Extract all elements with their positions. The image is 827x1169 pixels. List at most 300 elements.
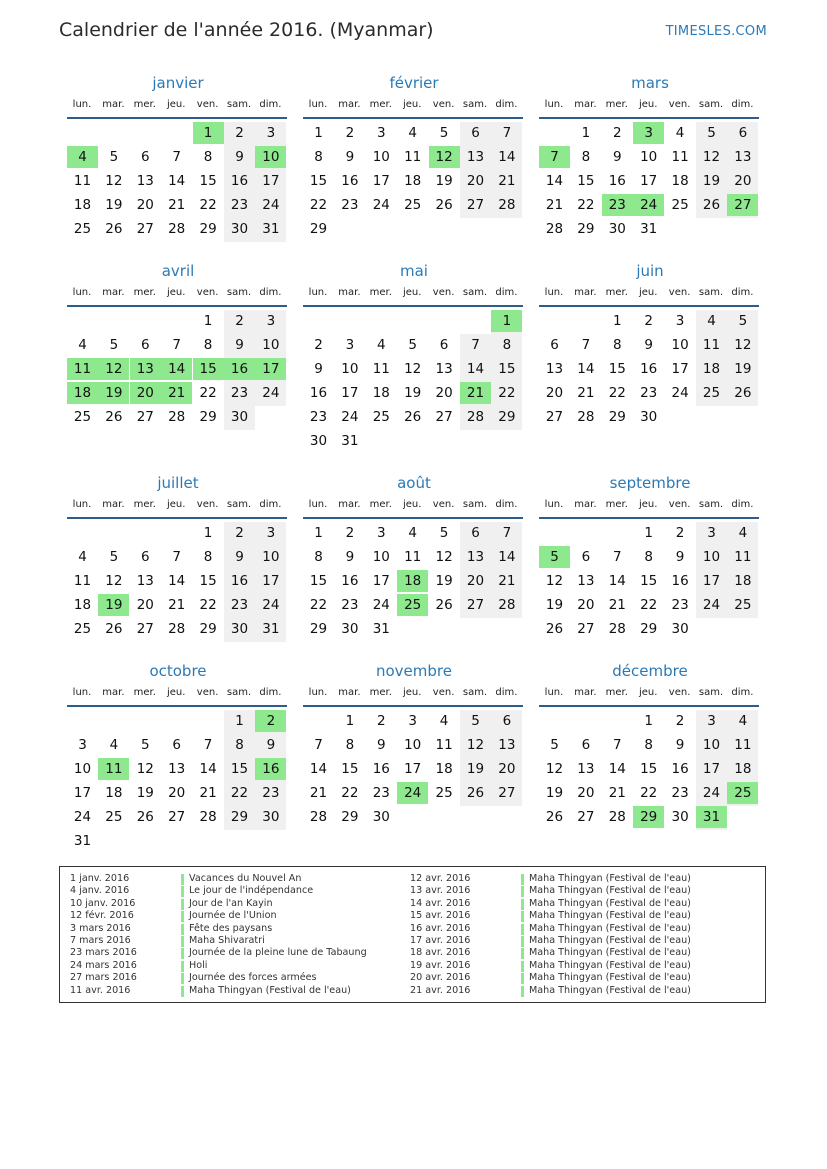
- day-cell: 27: [136, 221, 154, 237]
- day-cell: 8: [203, 149, 213, 165]
- day-cell: 19: [105, 197, 123, 213]
- day-cell: 22: [341, 785, 359, 801]
- day-cell: 4: [738, 525, 748, 541]
- day-cell: 17: [262, 173, 280, 189]
- weekday-label: sam.: [226, 499, 252, 510]
- header-rule: [67, 117, 287, 119]
- day-cell: 28: [168, 621, 186, 637]
- legend-holiday-name: Maha Thingyan (Festival de l'eau): [529, 873, 691, 884]
- day-cell: 5: [707, 125, 716, 141]
- day-cell: 31: [640, 221, 658, 237]
- legend-date: 16 avr. 2016: [410, 922, 471, 934]
- day-cell: 25: [702, 385, 721, 401]
- weekday-header: [303, 499, 525, 513]
- day-cell: 22: [309, 197, 328, 213]
- day-cell: 29: [199, 221, 217, 237]
- day-cell: 26: [105, 621, 123, 637]
- day-cell: 11: [73, 173, 92, 189]
- day-cell: 18: [702, 361, 721, 377]
- header-rule: [539, 305, 759, 307]
- day-cell: 14: [608, 761, 626, 777]
- day-cell: 25: [73, 621, 92, 637]
- day-cell: 25: [372, 409, 390, 425]
- day-cell: 13: [498, 737, 516, 753]
- day-cell: 7: [502, 525, 512, 541]
- day-cell: 5: [109, 337, 119, 353]
- weekday-label: jeu.: [402, 687, 422, 698]
- weekday-label: jeu.: [166, 287, 186, 298]
- holiday-day-cell: 5: [539, 546, 570, 568]
- day-cell: 7: [581, 337, 591, 353]
- weekday-label: dim.: [495, 287, 518, 298]
- day-cell: 25: [671, 197, 689, 213]
- day-cell: 8: [502, 337, 512, 353]
- weekday-label: ven.: [668, 287, 691, 298]
- day-cell: 20: [466, 573, 485, 589]
- day-cell: 21: [309, 785, 328, 801]
- day-cell: 18: [372, 385, 390, 401]
- month-name: mai: [400, 262, 428, 280]
- day-cell: 15: [309, 173, 328, 189]
- month-name: janvier: [152, 74, 204, 92]
- legend-holiday-name: Maha Thingyan (Festival de l'eau): [529, 934, 691, 946]
- weekday-label: sam.: [698, 687, 724, 698]
- day-cell: 24: [372, 197, 390, 213]
- holiday-day-cell: 1: [491, 310, 522, 332]
- weekday-label: sam.: [226, 687, 252, 698]
- holiday-legend: [59, 866, 766, 1003]
- month-name: octobre: [149, 662, 207, 680]
- day-cell: 21: [168, 597, 186, 613]
- legend-holiday-name: Fête des paysans: [189, 922, 273, 934]
- day-cell: 23: [262, 785, 280, 801]
- holiday-color-swatch: [181, 948, 184, 959]
- day-cell: 9: [266, 737, 276, 753]
- day-cell: 18: [73, 597, 92, 613]
- holiday-day-cell: 7: [539, 146, 570, 168]
- day-cell: 13: [577, 573, 595, 589]
- day-cell: 19: [435, 173, 453, 189]
- weekday-label: dim.: [495, 687, 518, 698]
- day-cell: 5: [408, 337, 417, 353]
- day-cell: 6: [502, 713, 512, 729]
- day-cell: 6: [172, 737, 181, 753]
- day-cell: 28: [309, 809, 328, 825]
- day-cell: 16: [608, 173, 626, 189]
- holiday-day-cell: 17: [255, 358, 286, 380]
- weekday-label: ven.: [432, 287, 455, 298]
- month-name: décembre: [612, 662, 688, 680]
- day-cell: 7: [471, 337, 480, 353]
- day-cell: 22: [309, 597, 328, 613]
- weekday-label: ven.: [668, 99, 691, 110]
- day-cell: 27: [577, 809, 595, 825]
- weekday-label: dim.: [731, 499, 754, 510]
- day-cell: 14: [577, 361, 595, 377]
- day-cell: 30: [262, 809, 280, 825]
- legend-holiday-name: Holi: [189, 959, 208, 971]
- day-cell: 26: [435, 597, 453, 613]
- day-cell: 25: [105, 809, 123, 825]
- day-cell: 2: [314, 337, 323, 353]
- day-cell: 18: [105, 785, 123, 801]
- day-cell: 15: [498, 361, 516, 377]
- day-cell: 26: [105, 221, 123, 237]
- day-cell: 1: [581, 125, 591, 141]
- weekday-header: [67, 99, 289, 113]
- day-cell: 24: [702, 597, 721, 613]
- header-rule: [67, 305, 287, 307]
- legend-date: 3 mars 2016: [70, 922, 131, 934]
- day-cell: 2: [613, 125, 622, 141]
- holiday-color-swatch: [181, 961, 184, 972]
- legend-holiday-name: Maha Thingyan (Festival de l'eau): [529, 972, 691, 984]
- day-cell: 10: [702, 549, 721, 565]
- day-cell: 21: [608, 785, 626, 801]
- day-cell: 3: [266, 125, 276, 141]
- weekday-label: lun.: [544, 499, 564, 510]
- weekday-label: mer.: [369, 99, 392, 110]
- legend-date: 21 avr. 2016: [410, 984, 471, 996]
- day-cell: 18: [404, 173, 422, 189]
- day-cell: 12: [545, 573, 564, 589]
- day-cell: 19: [466, 761, 485, 777]
- day-cell: 7: [172, 337, 181, 353]
- weekday-label: lun.: [308, 499, 328, 510]
- day-cell: 19: [136, 785, 154, 801]
- day-cell: 4: [408, 525, 417, 541]
- day-cell: 22: [199, 385, 217, 401]
- day-cell: 2: [235, 525, 244, 541]
- weekday-label: mer.: [605, 99, 628, 110]
- month-name: septembre: [609, 474, 691, 492]
- day-cell: 15: [341, 761, 359, 777]
- day-cell: 4: [78, 337, 87, 353]
- day-cell: 20: [466, 173, 485, 189]
- day-cell: 16: [671, 573, 689, 589]
- day-cell: 14: [168, 173, 186, 189]
- day-cell: 17: [372, 173, 390, 189]
- day-cell: 27: [466, 197, 485, 213]
- day-cell: 31: [341, 433, 359, 449]
- holiday-day-cell: 20: [130, 382, 161, 404]
- day-cell: 29: [230, 809, 249, 825]
- legend-holiday-name: Maha Thingyan (Festival de l'eau): [529, 959, 691, 971]
- legend-holiday-name: Vacances du Nouvel An: [189, 873, 302, 884]
- weekday-label: mer.: [605, 687, 628, 698]
- weekday-label: dim.: [495, 499, 518, 510]
- day-cell: 17: [73, 785, 92, 801]
- weekday-label: jeu.: [638, 99, 658, 110]
- legend-holiday-name: Maha Thingyan (Festival de l'eau): [529, 947, 691, 959]
- day-cell: 22: [230, 785, 249, 801]
- legend-date: 12 févr. 2016: [70, 910, 134, 922]
- legend-date: 24 mars 2016: [70, 959, 137, 971]
- day-cell: 4: [738, 713, 748, 729]
- day-cell: 24: [702, 785, 721, 801]
- day-cell: 9: [613, 149, 622, 165]
- weekday-label: jeu.: [402, 99, 422, 110]
- day-cell: 15: [230, 761, 249, 777]
- day-cell: 10: [372, 149, 390, 165]
- legend-holiday-name: Maha Thingyan (Festival de l'eau): [529, 984, 691, 996]
- day-cell: 27: [577, 621, 595, 637]
- weekday-label: lun.: [72, 499, 92, 510]
- day-cell: 7: [172, 149, 181, 165]
- weekday-label: ven.: [668, 687, 691, 698]
- weekday-label: sam.: [462, 99, 488, 110]
- day-cell: 2: [675, 713, 685, 729]
- day-cell: 8: [644, 549, 653, 565]
- day-cell: 15: [577, 173, 595, 189]
- day-cell: 4: [78, 549, 87, 565]
- legend-holiday-name: Maha Thingyan (Festival de l'eau): [529, 922, 691, 934]
- day-cell: 7: [613, 549, 622, 565]
- day-cell: 22: [498, 385, 516, 401]
- day-cell: 11: [404, 149, 422, 165]
- day-cell: 5: [109, 549, 119, 565]
- day-cell: 17: [372, 573, 390, 589]
- holiday-day-cell: 18: [67, 382, 98, 404]
- day-cell: 30: [309, 433, 328, 449]
- day-cell: 29: [640, 621, 658, 637]
- day-cell: 11: [734, 549, 752, 565]
- legend-holiday-name: Journée de la pleine lune de Tabaung: [189, 947, 367, 959]
- day-cell: 6: [581, 549, 591, 565]
- weekday-label: dim.: [495, 99, 518, 110]
- day-cell: 26: [702, 197, 721, 213]
- holiday-day-cell: 31: [696, 806, 727, 828]
- day-cell: 6: [471, 125, 480, 141]
- legend-date: 18 avr. 2016: [410, 947, 471, 959]
- header-rule: [539, 705, 759, 707]
- day-cell: 13: [545, 361, 564, 377]
- day-cell: 13: [435, 361, 453, 377]
- day-cell: 19: [734, 361, 752, 377]
- day-cell: 7: [203, 737, 213, 753]
- day-cell: 13: [136, 573, 154, 589]
- weekday-header: [539, 287, 761, 301]
- day-cell: 9: [235, 337, 244, 353]
- holiday-day-cell: 23: [602, 194, 633, 216]
- day-cell: 13: [466, 149, 485, 165]
- weekday-label: mar.: [102, 499, 125, 510]
- weekday-header: [67, 287, 289, 301]
- day-cell: 14: [498, 549, 516, 565]
- day-cell: 23: [230, 597, 249, 613]
- day-cell: 22: [199, 597, 217, 613]
- day-cell: 16: [341, 573, 359, 589]
- day-cell: 10: [262, 337, 280, 353]
- day-cell: 27: [136, 621, 154, 637]
- weekday-label: jeu.: [638, 499, 658, 510]
- weekday-label: jeu.: [166, 687, 186, 698]
- weekday-label: dim.: [259, 499, 282, 510]
- weekday-label: mar.: [574, 687, 597, 698]
- day-cell: 24: [671, 385, 689, 401]
- day-cell: 12: [734, 337, 752, 353]
- weekday-label: mar.: [102, 687, 125, 698]
- day-cell: 28: [577, 409, 595, 425]
- day-cell: 16: [341, 173, 359, 189]
- day-cell: 2: [345, 525, 355, 541]
- weekday-header: [303, 687, 525, 701]
- legend-date: 27 mars 2016: [70, 972, 137, 984]
- day-cell: 20: [577, 597, 595, 613]
- site-logo-link[interactable]: TIMESLES.COM: [665, 24, 767, 39]
- day-cell: 30: [640, 409, 658, 425]
- day-cell: 22: [199, 197, 217, 213]
- weekday-label: ven.: [196, 99, 219, 110]
- legend-date: 14 avr. 2016: [410, 897, 471, 909]
- day-cell: 29: [199, 621, 217, 637]
- weekday-label: mar.: [574, 499, 597, 510]
- day-cell: 13: [136, 173, 154, 189]
- day-cell: 9: [345, 549, 355, 565]
- weekday-header: [303, 287, 525, 301]
- weekday-label: mar.: [338, 287, 361, 298]
- weekday-label: dim.: [731, 99, 754, 110]
- weekday-label: ven.: [196, 287, 219, 298]
- day-cell: 19: [545, 785, 564, 801]
- day-cell: 31: [372, 621, 390, 637]
- day-cell: 30: [230, 221, 249, 237]
- weekday-label: sam.: [462, 499, 488, 510]
- holiday-day-cell: 19: [98, 594, 129, 616]
- day-cell: 12: [435, 549, 453, 565]
- day-cell: 10: [640, 149, 658, 165]
- day-cell: 20: [136, 597, 154, 613]
- day-cell: 23: [671, 597, 689, 613]
- holiday-day-cell: 1: [193, 122, 224, 144]
- day-cell: 2: [377, 713, 386, 729]
- holiday-day-cell: 29: [633, 806, 664, 828]
- day-cell: 27: [136, 409, 154, 425]
- weekday-label: jeu.: [402, 499, 422, 510]
- day-cell: 1: [345, 713, 355, 729]
- day-cell: 13: [466, 549, 485, 565]
- page-title: Calendrier de l'année 2016. (Myanmar): [59, 19, 434, 41]
- day-cell: 20: [734, 173, 752, 189]
- day-cell: 4: [675, 125, 685, 141]
- weekday-label: mer.: [369, 287, 392, 298]
- holiday-day-cell: 16: [255, 758, 286, 780]
- weekday-label: mer.: [605, 287, 628, 298]
- day-cell: 1: [314, 525, 323, 541]
- day-cell: 5: [471, 713, 480, 729]
- holiday-day-cell: 12: [429, 146, 460, 168]
- day-cell: 25: [435, 785, 453, 801]
- day-cell: 7: [172, 549, 181, 565]
- month-name: février: [389, 74, 439, 92]
- weekday-label: mer.: [369, 499, 392, 510]
- weekday-label: lun.: [308, 99, 328, 110]
- day-cell: 2: [235, 313, 244, 329]
- day-cell: 29: [608, 409, 626, 425]
- day-cell: 14: [608, 573, 626, 589]
- day-cell: 9: [675, 737, 685, 753]
- day-cell: 18: [734, 573, 752, 589]
- weekday-label: mer.: [133, 687, 156, 698]
- day-cell: 16: [230, 573, 249, 589]
- day-cell: 12: [105, 573, 123, 589]
- day-cell: 6: [141, 549, 150, 565]
- day-cell: 1: [235, 713, 244, 729]
- day-cell: 23: [341, 197, 359, 213]
- day-cell: 11: [671, 149, 689, 165]
- legend-date: 7 mars 2016: [70, 934, 131, 946]
- day-cell: 9: [644, 337, 653, 353]
- weekday-label: dim.: [259, 287, 282, 298]
- legend-date: 12 avr. 2016: [410, 873, 471, 884]
- holiday-color-swatch: [181, 986, 184, 997]
- month-name: mars: [631, 74, 669, 92]
- holiday-color-swatch: [181, 874, 184, 885]
- day-cell: 12: [404, 361, 422, 377]
- day-cell: 1: [644, 713, 653, 729]
- day-cell: 12: [466, 737, 485, 753]
- day-cell: 25: [73, 221, 92, 237]
- holiday-color-swatch: [521, 961, 524, 972]
- weekday-label: jeu.: [638, 687, 658, 698]
- day-cell: 22: [608, 385, 626, 401]
- day-cell: 22: [577, 197, 595, 213]
- weekday-header: [539, 499, 761, 513]
- weekday-label: jeu.: [166, 99, 186, 110]
- month-name: juin: [636, 262, 664, 280]
- day-cell: 31: [262, 221, 280, 237]
- day-cell: 20: [168, 785, 186, 801]
- weekday-label: sam.: [462, 287, 488, 298]
- weekday-label: mer.: [369, 687, 392, 698]
- weekday-header: [67, 687, 289, 701]
- day-cell: 29: [199, 409, 217, 425]
- day-cell: 9: [675, 549, 685, 565]
- day-cell: 18: [734, 761, 752, 777]
- day-cell: 22: [640, 597, 658, 613]
- day-cell: 14: [168, 573, 186, 589]
- day-cell: 10: [372, 549, 390, 565]
- day-cell: 11: [702, 337, 721, 353]
- day-cell: 1: [314, 125, 323, 141]
- day-cell: 30: [671, 809, 689, 825]
- weekday-label: dim.: [259, 99, 282, 110]
- legend-holiday-name: Le jour de l'indépendance: [189, 885, 314, 897]
- weekday-label: ven.: [432, 687, 455, 698]
- day-cell: 24: [262, 197, 280, 213]
- legend-date: 15 avr. 2016: [410, 910, 471, 922]
- holiday-color-swatch: [181, 899, 184, 910]
- day-cell: 1: [203, 313, 213, 329]
- header-rule: [303, 305, 523, 307]
- weekday-label: mer.: [605, 499, 628, 510]
- day-cell: 23: [230, 385, 249, 401]
- day-cell: 29: [577, 221, 595, 237]
- day-cell: 26: [435, 197, 453, 213]
- day-cell: 26: [105, 409, 123, 425]
- legend-date: 13 avr. 2016: [410, 885, 471, 897]
- legend-holiday-name: Journée des forces armées: [189, 972, 317, 984]
- day-cell: 19: [435, 573, 453, 589]
- holiday-day-cell: 11: [67, 358, 98, 380]
- day-cell: 27: [545, 409, 564, 425]
- day-cell: 23: [341, 597, 359, 613]
- day-cell: 31: [262, 621, 280, 637]
- header-rule: [303, 117, 523, 119]
- day-cell: 23: [309, 409, 328, 425]
- day-cell: 14: [545, 173, 564, 189]
- day-cell: 19: [545, 597, 564, 613]
